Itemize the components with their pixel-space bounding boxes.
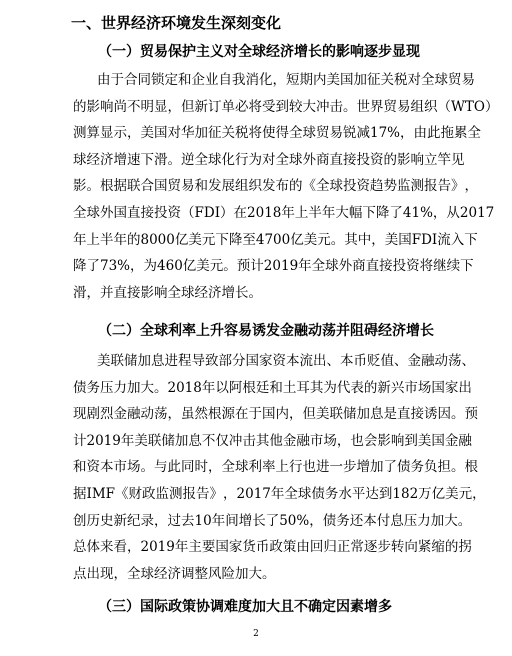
paragraph-line: 影 。 根 据 联 合 国 贸 易 和 发 展 组 织 发 布 的 《 全 球 投 资 趋 势 监 测 报 告 》 ， [73,178,478,195]
paragraph-line: 降 了 73% ， 为 460 亿 美 元 。 预 计 2019 年 全 球 外 商 直 接 投 资 将 继 续 下 [73,258,474,275]
paragraph-line: 年 上 半 年 的 8000 亿 美 元 下 降 至 4700 亿 美 元 。 其 中 ， 美 国 FDI 流 入 下 [73,231,478,248]
paragraph-line: 现 剧 烈 金 融 动 荡 ， 虽 然 根 源 在 于 国 内 ， 但 美 联 储 加 息 是 直 接 诱 因 。 预 [73,406,478,423]
section-heading: 一、世界经济环境发生深刻变化 [71,14,282,32]
page-number: 2 [253,629,259,639]
paragraph-line: 和 资 本 市 场 。 与 此 同 时 ， 全 球 利 率 上 行 也 进 一 步 增 加 了 债 务 负 担 。 根 [73,459,478,476]
paragraph-2 [73,348,486,587]
paragraph-line: 的 影 响 尚 不 明 显 ， 但 新 订 单 必 将 受 到 较 大 冲 击 。 世 界 贸 易 组 织 （ WTO ） [73,98,499,115]
paragraph-line: 计 2019 年 美 联 储 加 息 不 仅 冲 击 其 他 金 融 市 场 ， 也 会 影 响 到 美 国 金 融 [73,432,472,449]
paragraph-line: 全 球 外 国 直 接 投 资 （ FDI ） 在 2018 年 上 半 年 大 幅 下 降 了 41% ， 从 2017 [73,204,495,221]
subsection-heading-2: （二）全球利率上升容易诱发金融动荡并阻碍经济增长 [98,323,434,339]
paragraph-line: 滑，并直接影响全球经济增长。 [73,284,262,301]
paragraph-line: 总 体 来 看 ， 2019 年 主 要 国 家 货 币 政 策 由 回 归 正 常 逐 步 转 向 紧 缩 的 拐 [73,539,472,556]
paragraph-line: 球 经 济 增 速 下 滑 。 逆 全 球 化 行 为 对 全 球 外 商 直 接 投 资 的 影 响 立 竿 见 [73,151,465,168]
paragraph-line: 点出现，全球经济调整风险加大。 [73,565,276,582]
paragraph-line: 由 于 合 同 锁 定 和 企 业 自 我 消 化 ， 短 期 内 美 国 加 征 关 税 对 全 球 贸 易 [97,72,475,88]
subsection-heading-1: （一）贸易保护主义对全球经济增长的影响逐步显现 [98,44,420,60]
paragraph-1 [73,67,499,306]
paragraph-line: 债 务 压 力 加 大 。 2018 年 以 阿 根 廷 和 土 耳 其 为 代 表 的 新 兴 市 场 国 家 出 [73,379,472,396]
paragraph-line: 据 IMF 《 财 政 监 测 报 告 》 ， 2017 年 全 球 债 务 水 平 达 到 182 万 亿 美 元 ， [73,485,486,502]
paragraph-line: 美 联 储 加 息 进 程 导 致 部 分 国 家 资 本 流 出 、 本 币 贬 值 、 金 融 动 荡 、 [97,353,475,369]
subsection-heading-3: （三）国际政策协调难度加大且不确定因素增多 [98,599,392,615]
paragraph-line: 创 历 史 新 纪 录 ， 过 去 10 年 间 增 长 了 50% ， 债 务 还 本 付 息 压 力 加 大 。 [73,512,472,529]
paragraph-line: 测 算 显 示 ， 美 国 对 华 加 征 关 税 将 使 得 全 球 贸 易 锐 减 17% ， 由 此 拖 累 全 [73,125,482,142]
